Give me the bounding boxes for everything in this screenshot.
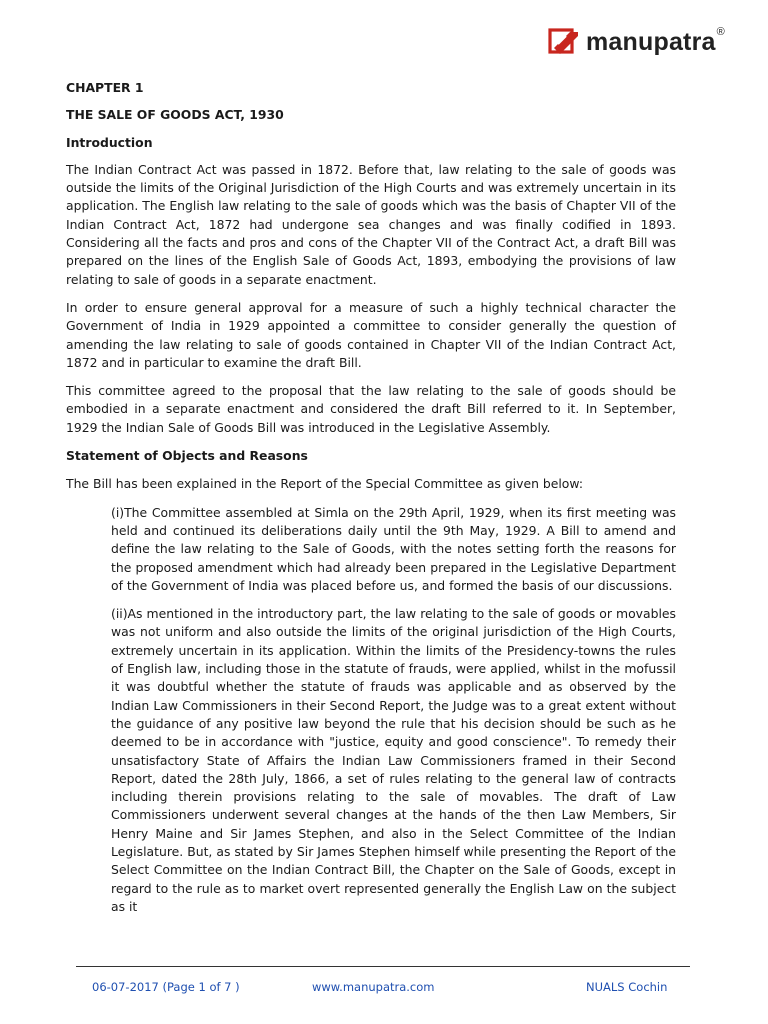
introduction-heading: Introduction	[66, 134, 153, 150]
footer-institution: NUALS Cochin	[586, 980, 668, 994]
logo-wordmark: manupatra	[586, 27, 716, 56]
manupatra-logo	[548, 24, 725, 60]
intro-paragraph: The Indian Contract Act was passed in 1872. Before that, law relating to the sale of goods was outside the limits of the Original Jurisdiction of the High Courts and was extremely uncertain in its application. The English law relating to the sale of goods which was the basis of Chapter VII of the Indian Contract Act, 1872 had undergone sea changes and was finally codified in 1893. Considering all the facts and pros and cons of the Chapter VII of the Contract Act, a draft Bill was prepared on the lines of the English Sale of Goods Act, 1893, embodying the provisions of law relating to sale of goods in a separate enactment.	[66, 161, 676, 287]
objects-item: (ii)As mentioned in the introductory part, the law relating to the sale of goods or movables was not uniform and also outside the limits of the original jurisdiction of the High Courts, extremely uncertain in its application. Within the limits of the Presidency-towns the rules of English law, including those in the statute of frauds, were applied, whilst in the mofussil it was doubtful whether the statute of frauds was applicable and as observed by the Indian Law Commissioners in their Second Report, the Judge was to a great extent without the guidance of any positive law beyond the rule that his decision should be such as he deemed to be in accordance with "justice, equity and good conscience". To remedy their unsatisfactory State of Affairs the Indian Law Commissioners framed in their Second Report, dated the 28th July, 1866, a set of rules relating to the general law of contracts including therein provisions relating to the sale of movables. The draft of Law Commissioners underwent several changes at the hands of the then Law Members, Sir Henry Maine and Sir James Stephen, and also in the Select Committee of the Indian Legislature. But, as stated by Sir James Stephen himself while presenting the Report of the Select Committee on the Indian Contract Bill, the Chapter on the Sale of Goods, except in regard to the rule as to market overt represented generally the English Law on the subject as it	[111, 606, 676, 914]
footer-date-page: 06-07-2017 (Page 1 of 7 )	[92, 980, 240, 994]
registered-mark: ®	[716, 26, 725, 38]
objects-lead: The Bill has been explained in the Report of the Special Committee as given below:	[66, 476, 584, 492]
intro-paragraph: In order to ensure general approval for a measure of such a highly technical character the Government of India in 1929 appointed a committee to consider generally the question of amending the law relating to sale of goods contained in Chapter VII of the Indian Contract Act, 1872 and in particular to examine the draft Bill.	[66, 299, 676, 370]
footer-website-link[interactable]: www.manupatra.com	[312, 980, 435, 994]
objects-item: (i)The Committee assembled at Simla on the 29th April, 1929, when its first meeting was held and continued its deliberations daily until the 9th May, 1929. A Bill to amend and define the law relating to the Sale of Goods, with the notes setting forth the reasons for the proposed amendment which had already been prepared in the Legislative Department of the Government of India was placed before us, and formed the basis of our discussions.	[111, 504, 676, 593]
manupatra-logo-icon	[548, 26, 580, 58]
act-title: THE SALE OF GOODS ACT, 1930	[66, 107, 284, 123]
chapter-label: CHAPTER 1	[66, 80, 144, 95]
footer-divider	[76, 966, 690, 967]
objects-heading: Statement of Objects and Reasons	[66, 448, 308, 464]
document-body	[66, 79, 676, 926]
intro-paragraph: This committee agreed to the proposal that the law relating to the sale of goods should be embodied in a separate enactment and considered the draft Bill referred to it. In September, 1929 the Indian Sale of Goods Bill was introduced in the Legislative Assembly.	[66, 383, 676, 435]
